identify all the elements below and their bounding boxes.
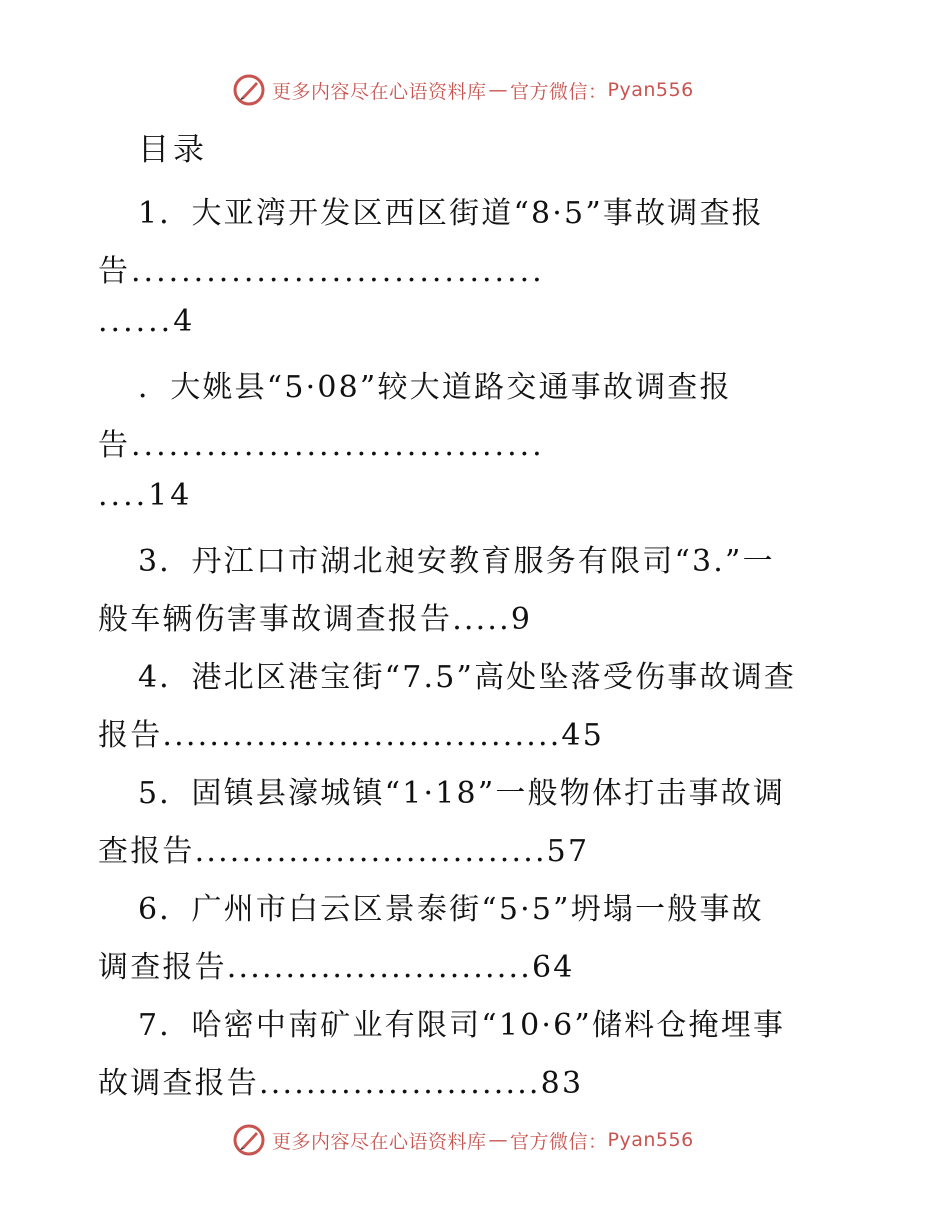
banner-wechat-label: 官方微信： — [510, 80, 608, 103]
quill-logo-icon — [232, 1123, 266, 1157]
toc-title: 目录 — [138, 132, 208, 168]
toc-entry-6-line2[interactable]: 调查报告..........................64 — [98, 950, 575, 985]
toc-entry-2-line2[interactable]: 告................................. — [98, 428, 545, 463]
toc-entry-6-line1[interactable]: 6．广州市白云区景泰街“5·5”坍塌一般事故 — [138, 892, 764, 927]
toc-entry-1-line3[interactable]: ......4 — [98, 304, 196, 339]
toc-entry-1-line1[interactable]: 1．大亚湾开发区西区街道“8·5”事故调查报 — [138, 196, 764, 231]
banner-separator: — — [488, 79, 509, 101]
banner-wechat-id: Pyan556 — [607, 1129, 694, 1151]
toc-entry-5-line2[interactable]: 查报告..............................57 — [98, 834, 590, 869]
footer-banner — [232, 1120, 694, 1160]
toc-entry-1-line2[interactable]: 告................................. — [98, 254, 545, 289]
toc-entry-2-line1[interactable]: ．大姚县“5·08”较大道路交通事故调查报 — [138, 370, 732, 405]
banner-text: 更多内容尽在心语资料库 — [272, 80, 487, 103]
toc-entry-2-line3[interactable]: ....14 — [98, 478, 193, 513]
banner-separator: — — [488, 1129, 509, 1151]
toc-entry-3-line2[interactable]: 般车辆伤害事故调查报告.....9 — [98, 602, 533, 637]
banner-text: 更多内容尽在心语资料库 — [272, 1130, 487, 1153]
header-banner — [232, 70, 694, 110]
quill-logo-icon — [232, 73, 266, 107]
toc-entry-4-line1[interactable]: 4．港北区港宝街“7.5”高处坠落受伤事故调查 — [138, 660, 797, 695]
toc-entry-7-line1[interactable]: 7．哈密中南矿业有限司“10·6”储料仓掩埋事 — [138, 1008, 786, 1043]
banner-wechat-label: 官方微信： — [510, 1130, 608, 1153]
toc-entry-7-line2[interactable]: 故调查报告........................83 — [98, 1066, 584, 1101]
toc-entry-4-line2[interactable]: 报告..................................45 — [98, 718, 605, 753]
banner-wechat-id: Pyan556 — [607, 79, 694, 101]
toc-entry-5-line1[interactable]: 5．固镇县濠城镇“1·18”一般物体打击事故调 — [138, 776, 786, 811]
toc-entry-3-line1[interactable]: 3．丹江口市湖北昶安教育服务有限司“3.”一 — [138, 544, 775, 579]
